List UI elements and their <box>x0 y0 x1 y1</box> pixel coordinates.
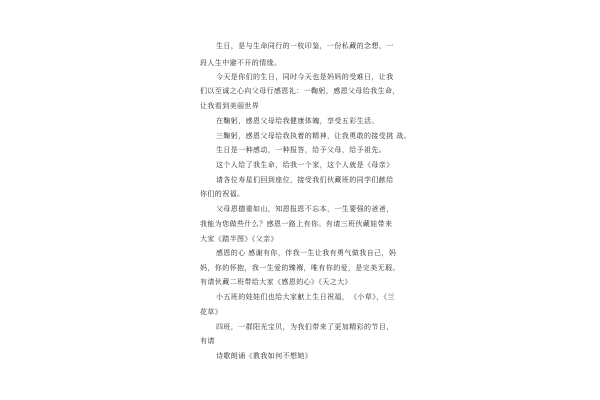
paragraph-line: 们以至诚之心向父母行感恩礼：一鞠躬，感恩父母给我生命， <box>200 87 400 95</box>
paragraph-line: 感恩的心 感谢有你，伴我一生让我有勇气做我自己，妈 <box>216 249 397 257</box>
paragraph-line: 请各位寿星们回到座位，接受我们伙藏班的同学们献给 <box>216 176 394 184</box>
paragraph-line: 小五班的娃娃们也给大家献上生日祝福， <box>216 293 350 301</box>
paragraph-line: 大家《踏半图》《父亲》 <box>200 235 278 243</box>
paragraph-line: 今天是你们的生日，同时今天也是妈妈的受难日，让我 <box>216 73 394 81</box>
paragraph-line: 妈，你的怀抱，我一生爱的臻褓，唯有你的爱，是完美无瑕。 <box>200 264 400 272</box>
paragraph-line: 段人生中避不开的情缘。 <box>200 59 282 67</box>
paragraph-line: 有请伙藏二班带给大家《感恩的心》《天之大》 <box>200 278 352 286</box>
paragraph-line: 《小草》，《兰 <box>350 293 395 301</box>
paragraph-line: 四班，一群阳光宝贝，为我们带来了更加精彩的节目， <box>216 323 394 331</box>
paragraph-line: 生日是一种感动，一种报答，给予父母，给予祖先。 <box>216 146 387 154</box>
paragraph-line: 在鞠躬，感恩父母给我健康体魄，享受五彩生活。 <box>216 117 379 125</box>
paragraph-line: 这个人给了我生命，给我一个家，这个人就是《母亲》 <box>216 161 394 169</box>
paragraph-line: 父母恩德重如山，知恩报恩不忘本，一生要强的爸爸， <box>216 205 394 213</box>
paragraph-line: 诗歌朗诵《教我如何不想她》 <box>216 352 313 360</box>
paragraph-line: 有请 <box>200 337 215 345</box>
paragraph-line: 三鞠躬，感恩父母给我执着的精神，让我勇敢的接受挑 战。 <box>216 132 412 140</box>
paragraph-line: 你们的祝福。 <box>200 190 245 198</box>
paragraph-line: 花草》 <box>200 308 223 316</box>
paragraph-line: 生日，是与生命同行的一枚印鉴，一份私藏的念想，一 <box>216 42 394 50</box>
paragraph-line: 让我看到美丽世界 <box>200 102 260 110</box>
paragraph-line: 我能为您做些什么？感恩一路上有你。有请三班伙藏娃带来 <box>200 220 393 228</box>
